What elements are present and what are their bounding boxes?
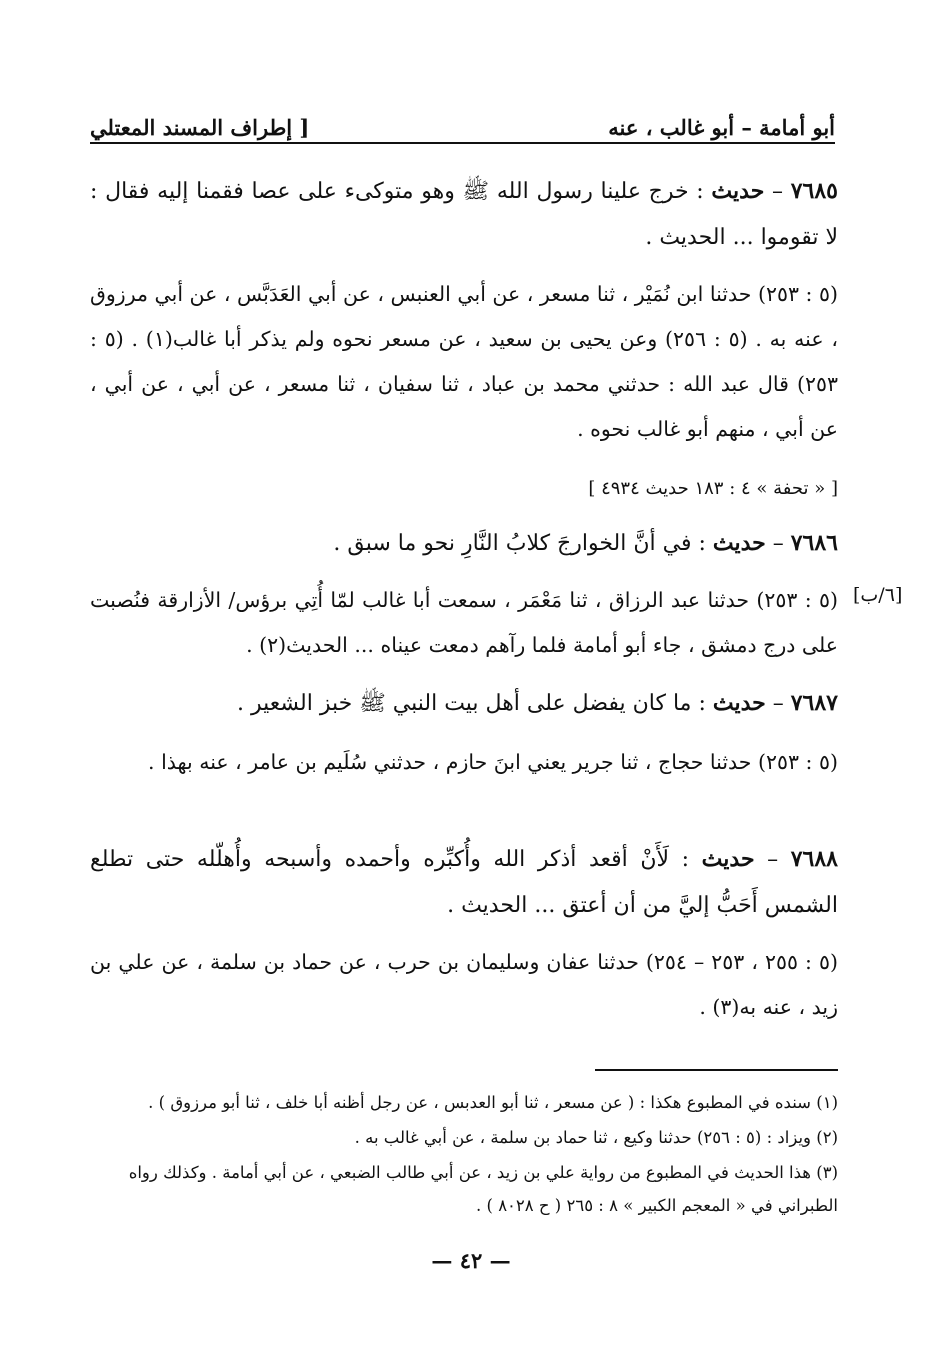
hadith-number: ٧٦٨٨: [790, 846, 838, 872]
manuscript-folio-marker: [٦/ب]: [853, 584, 903, 606]
footnote-divider: [595, 1069, 838, 1071]
hadith-label: حديث: [712, 530, 766, 556]
hadith-label: حديث: [701, 846, 755, 872]
tuhfa-reference: [ « تحفة » ٤ : ١٨٣ حديث ٤٩٣٤ ]: [588, 478, 838, 499]
footnote-2: (٢) ويزاد : (٥ : ٢٥٦) حدثنا وكيع ، ثنا حماد بن سلمة ، عن أبي غالب به .: [354, 1128, 838, 1147]
isnad-paragraph-7685: (٥ : ٢٥٣) حدثنا ابن نُمَيْر ، ثنا مسعر ، عن أبي العنبس ، عن أبي العَدَبَّس ، عن أبي مرزوق ، عنه به . (٥ : ٢٥٦) وعن يحيى بن سعيد ، عن مسعر نحوه ولم يذكر أبا غالب(١) . (٥ : ٢٥٣) قال عبد الله : حدثني محمد بن عباد ، ثنا سفيان ، ثنا مسعر ، عن أبي ، عن أبي ، عن أبي ، منهم أبو غالب نحوه .: [90, 282, 838, 441]
hadith-entry-7687: ٧٦٨٧ – حديث : ما كان يفضل على أهل بيت النبي ﷺ خبز الشعير .: [237, 690, 838, 716]
hadith-text: : خرج علينا رسول الله ﷺ وهو متوكىء على عصا فقمنا إليه فقال : لا تقوموا ... الحديث .: [90, 179, 838, 250]
hadith-entry-7685: ٧٦٨٥ – حديث : خرج علينا رسول الله ﷺ وهو متوكىء على عصا فقمنا إليه فقال : لا تقوموا ... الحديث .: [90, 178, 838, 250]
hadith-entry-7688: ٧٦٨٨ – حديث : لَأَنْ أقعد أذكر الله وأُكبِّره وأحمده وأسبحه وأُهلّله حتى تطلع الشمس أَحَبُّ إليَّ من أن أعتق ... الحديث .: [90, 846, 838, 918]
hadith-entry-7686: ٧٦٨٦ – حديث : في أنَّ الخوارجَ كلابُ النَّارِ نحو ما سبق .: [333, 530, 838, 556]
isnad-paragraph-7688: (٥ : ٢٥٥ ، ٢٥٣ – ٢٥٤) حدثنا عفان وسليمان بن حرب ، عن حماد بن سلمة ، عن علي بن زيد ، عنه به(٣) .: [90, 950, 838, 1019]
hadith-label: حديث: [712, 690, 766, 716]
hadith-text: : ما كان يفضل على أهل بيت النبي ﷺ خبز الشعير .: [237, 691, 713, 716]
hadith-text: : في أنَّ الخوارجَ كلابُ النَّارِ نحو ما سبق .: [333, 531, 713, 556]
hadith-number: ٧٦٨٧: [790, 690, 838, 716]
page-number: — ٤٢ —: [431, 1248, 511, 1273]
header-divider: [90, 142, 835, 144]
hadith-text: : لَأَنْ أقعد أذكر الله وأُكبِّره وأحمده وأسبحه وأُهلّله حتى تطلع الشمس أَحَبُّ إليَّ من أن أعتق ... الحديث .: [90, 847, 838, 918]
hadith-label: حديث: [711, 178, 765, 204]
footnote-1: (١) سنده في المطبوع هكذا : ( عن مسعر ، ثنا أبو العدبس ، عن رجل أظنه أبا خلف ، ثنا أبو مرزوق ) .: [148, 1093, 838, 1112]
isnad-paragraph-7686: (٥ : ٢٥٣) حدثنا عبد الرزاق ، ثنا مَعْمَر ، سمعت أبا غالب لمّا أُتِي برؤس/ الأزارقة فنُصبت على درج دمشق ، جاء أبو أمامة فلما رآهم دمعت عيناه ... الحديث(٢) .: [90, 588, 838, 657]
running-header: [90, 100, 835, 140]
footnote-3: (٣) هذا الحديث في المطبوع من رواية علي بن زيد ، عن أبي طالب الضبعي ، عن أبي أمامة . وكذلك رواه الطبراني في « المعجم الكبير » ٨ : ٢٦٥ ( ح ٨٠٢٨ ) .: [128, 1163, 838, 1215]
isnad-paragraph-7687: (٥ : ٢٥٣) حدثنا حجاج ، ثنا جرير يعني ابنَ حازم ، حدثني سُلَيم بن عامر ، عنه بهذا .: [148, 750, 838, 774]
hadith-number: ٧٦٨٥: [790, 178, 838, 204]
header-title-right: أبو أمامة – أبو غالب ، عنه: [608, 115, 835, 140]
hadith-number: ٧٦٨٦: [790, 530, 838, 556]
header-title-left: [ إطراف المسند المعتلي: [90, 115, 310, 140]
